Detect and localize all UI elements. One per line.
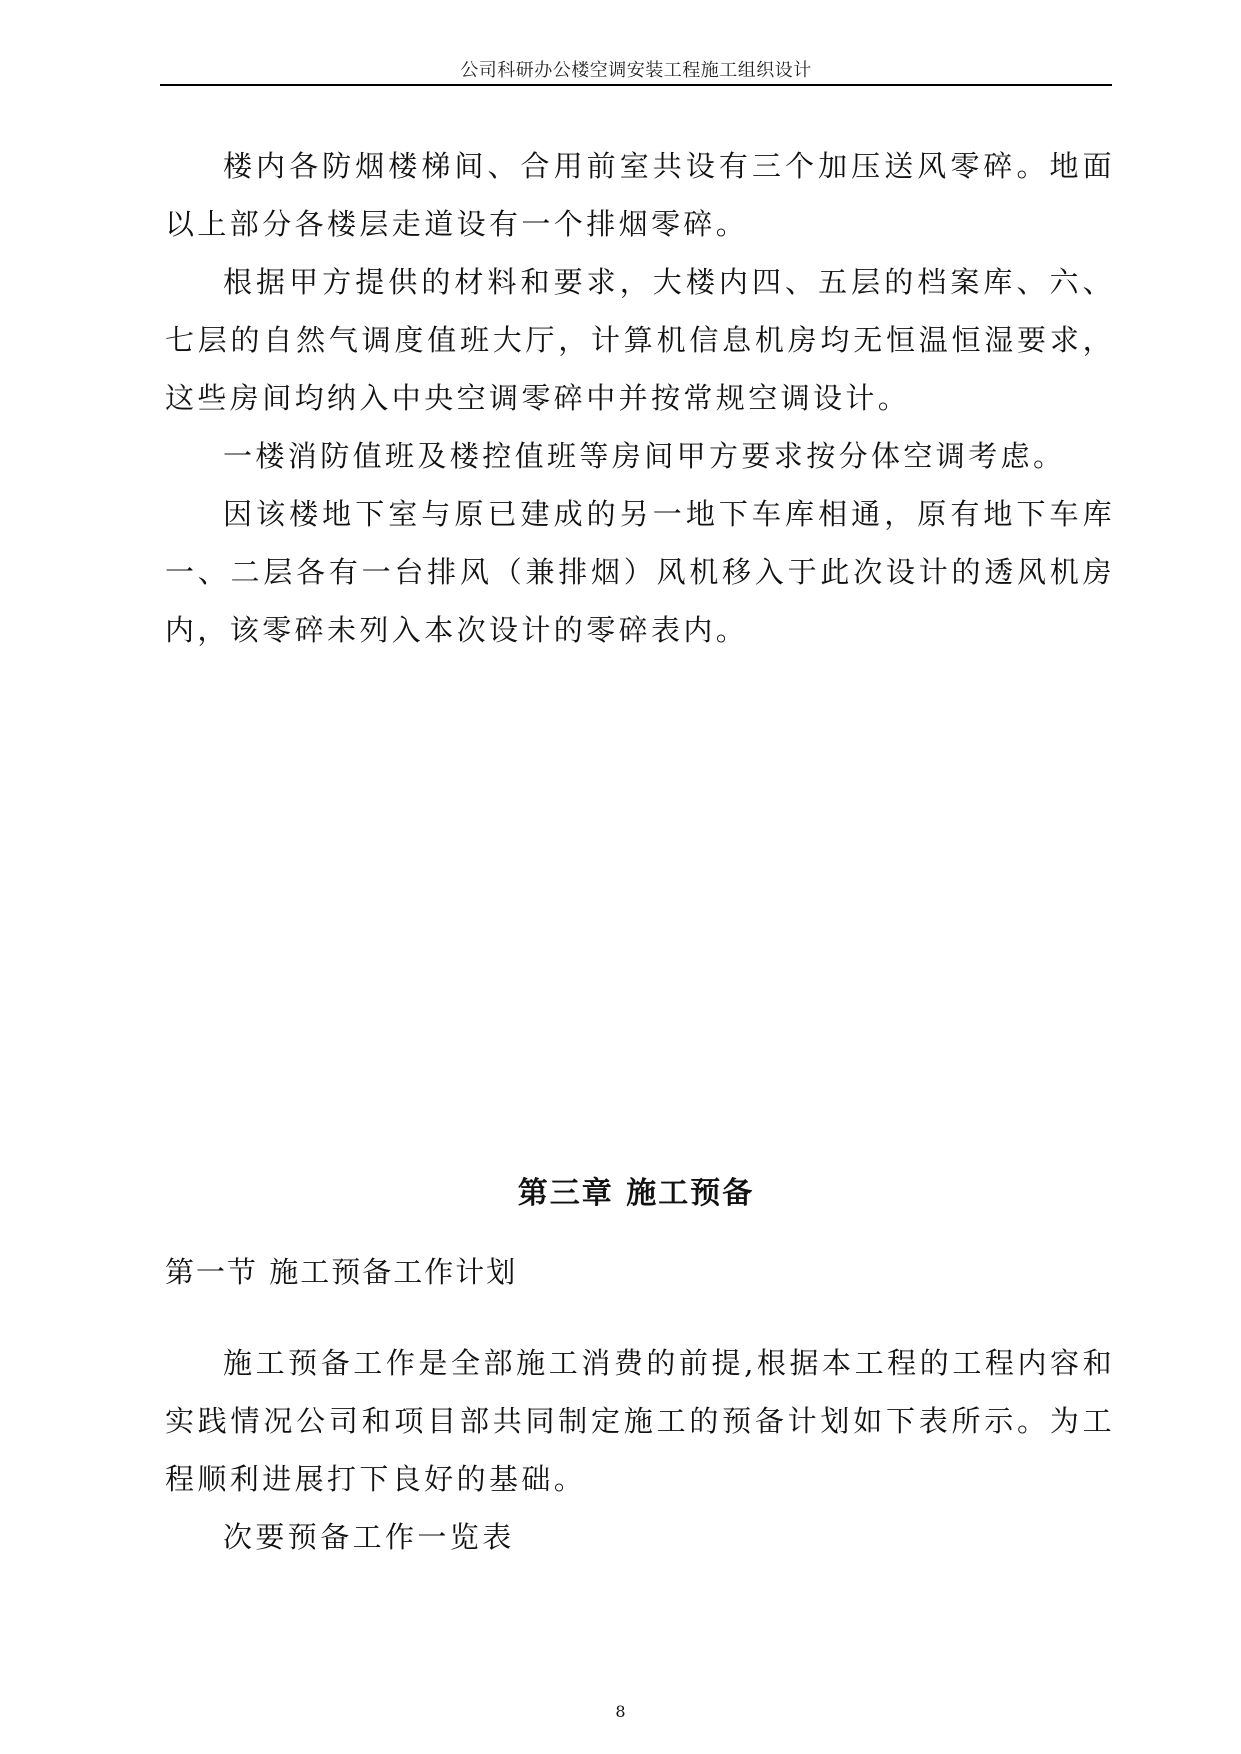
header-rule xyxy=(160,84,1112,86)
page-number: 8 xyxy=(615,1702,626,1721)
running-header: 公司科研办公楼空调安装工程施工组织设计 xyxy=(460,60,812,81)
paragraph: 因该楼地下室与原已建成的另一地下车库相通，原有地下车库一、二层各有一台排风（兼排烟）风机移入于此次设计的透风机房内，该零碎未列入本次设计的零碎表内。 xyxy=(165,497,1115,647)
section-text-block xyxy=(165,1334,1115,1566)
paragraph: 根据甲方提供的材料和要求，大楼内四、五层的档案库、六、七层的自然气调度值班大厅，计算机信息机房均无恒温恒湿要求，这些房间均纳入中央空调零碎中并按常规空调设计。 xyxy=(165,265,1115,415)
paragraph: 一楼消防值班及楼控值班等房间甲方要求按分体空调考虑。 xyxy=(223,439,1066,473)
paragraph: 楼内各防烟楼梯间、合用前室共设有三个加压送风零碎。地面以上部分各楼层走道设有一个排烟零碎。 xyxy=(165,149,1115,241)
section-title: 第一节 施工预备工作计划 xyxy=(165,1255,518,1289)
paragraph: 施工预备工作是全部施工消费的前提,根据本工程的工程内容和实践情况公司和项目部共同制定施工的预备计划如下表所示。为工程顺利进展打下良好的基础。 xyxy=(165,1346,1115,1496)
paragraph: 次要预备工作一览表 xyxy=(223,1520,515,1554)
chapter-title: 第三章 施工预备 xyxy=(517,1176,755,1211)
intro-text-block xyxy=(165,137,1115,659)
